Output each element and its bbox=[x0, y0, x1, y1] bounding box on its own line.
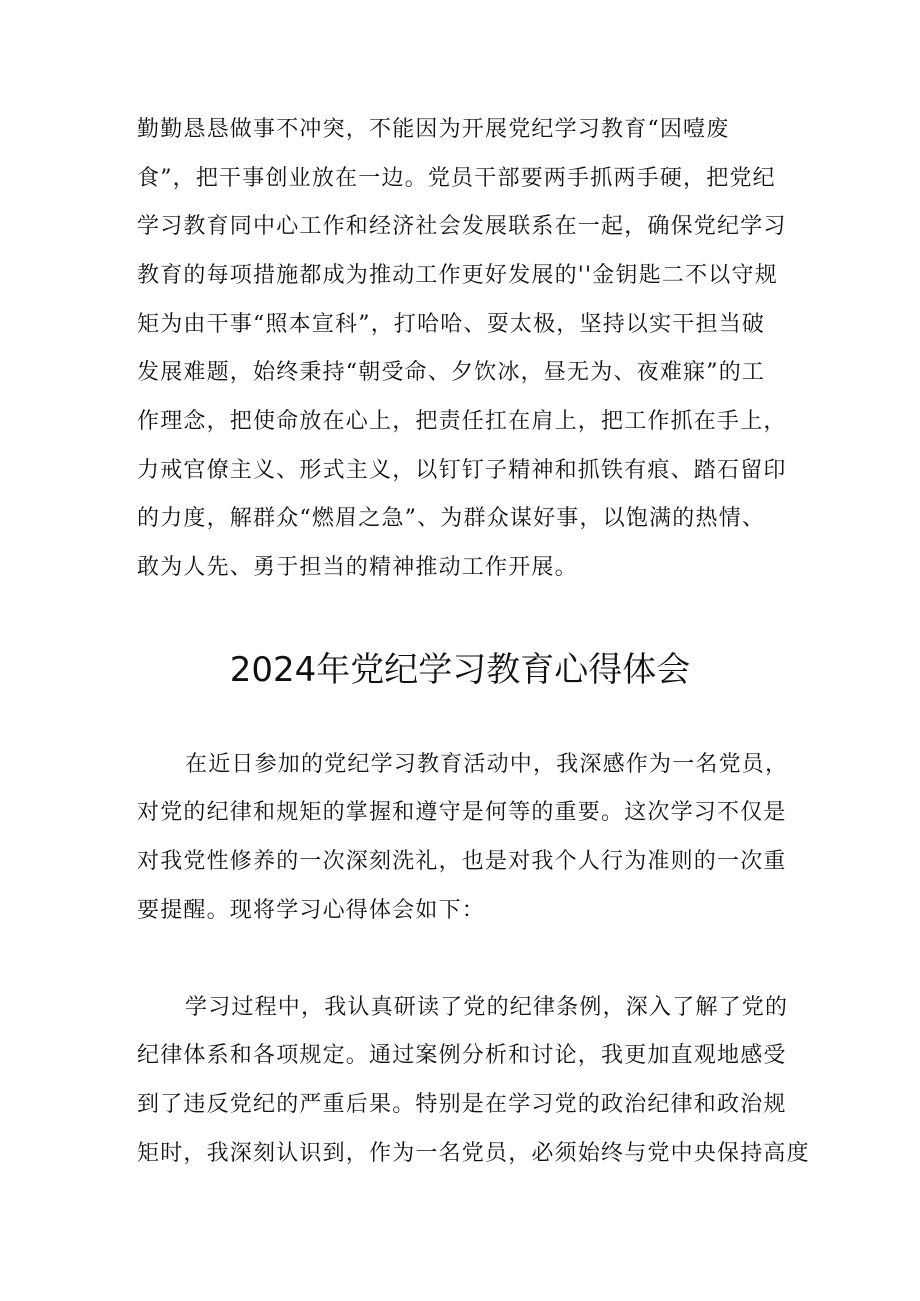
paragraph-line: 勤勤恳恳做事不冲突，不能因为开展党纪学习教育“因噎废 bbox=[137, 117, 730, 142]
paragraph-line: 矩时，我深刻认识到，作为一名党员，必须始终与党中央保持高度 bbox=[137, 1141, 810, 1166]
paragraph-line: 作理念，把使命放在心上，把责任扛在肩上，把工作抓在手上， bbox=[137, 409, 787, 434]
paragraph-line: 矩为由干事“照本宣科”，打哈哈、耍太极，坚持以实干担当破 bbox=[137, 312, 766, 337]
paragraph-line: 在近日参加的党纪学习教育活动中，我深感作为一名党员， bbox=[185, 752, 789, 777]
paragraph-line: 要提醒。现将学习心得体会如下： bbox=[137, 898, 486, 923]
paragraph-line: 纪律体系和各项规定。通过案例分析和讨论，我更加直观地感受 bbox=[137, 1043, 787, 1068]
paragraph-line: 学习过程中，我认真研读了党的纪律条例，深入了解了党的 bbox=[185, 995, 789, 1020]
document-title: 2024年党纪学习教育心得体会 bbox=[229, 650, 691, 690]
paragraph-line: 对我党性修养的一次深刻洗礼，也是对我个人行为准则的一次重 bbox=[137, 849, 787, 874]
paragraph-line: 到了违反党纪的严重后果。特别是在学习党的政治纪律和政治规 bbox=[137, 1092, 787, 1117]
paragraph-line: 食”，把干事创业放在一边。党员干部要两手抓两手硬，把党纪 bbox=[137, 166, 776, 191]
paragraph-line: 的力度，解群众“燃眉之急”、为群众谋好事，以饱满的热情、 bbox=[137, 506, 766, 531]
paragraph-line: 敢为人先、勇于担当的精神推动工作开展。 bbox=[137, 555, 578, 580]
paragraph-line: 教育的每项措施都成为推动工作更好发展的''金钥匙二不以守规 bbox=[137, 263, 778, 288]
paragraph-line: 对党的纪律和规矩的掌握和遵守是何等的重要。这次学习不仅是 bbox=[137, 800, 787, 825]
paragraph-line: 力戒官僚主义、形式主义，以钉钉子精神和抓铁有痕、踏石留印 bbox=[137, 458, 787, 483]
paragraph-line: 发展难题，始终秉持“朝受命、夕饮冰，昼无为、夜难寐”的工 bbox=[137, 360, 766, 385]
paragraph-line: 学习教育同中心工作和经济社会发展联系在一起，确保党纪学习 bbox=[137, 214, 787, 239]
